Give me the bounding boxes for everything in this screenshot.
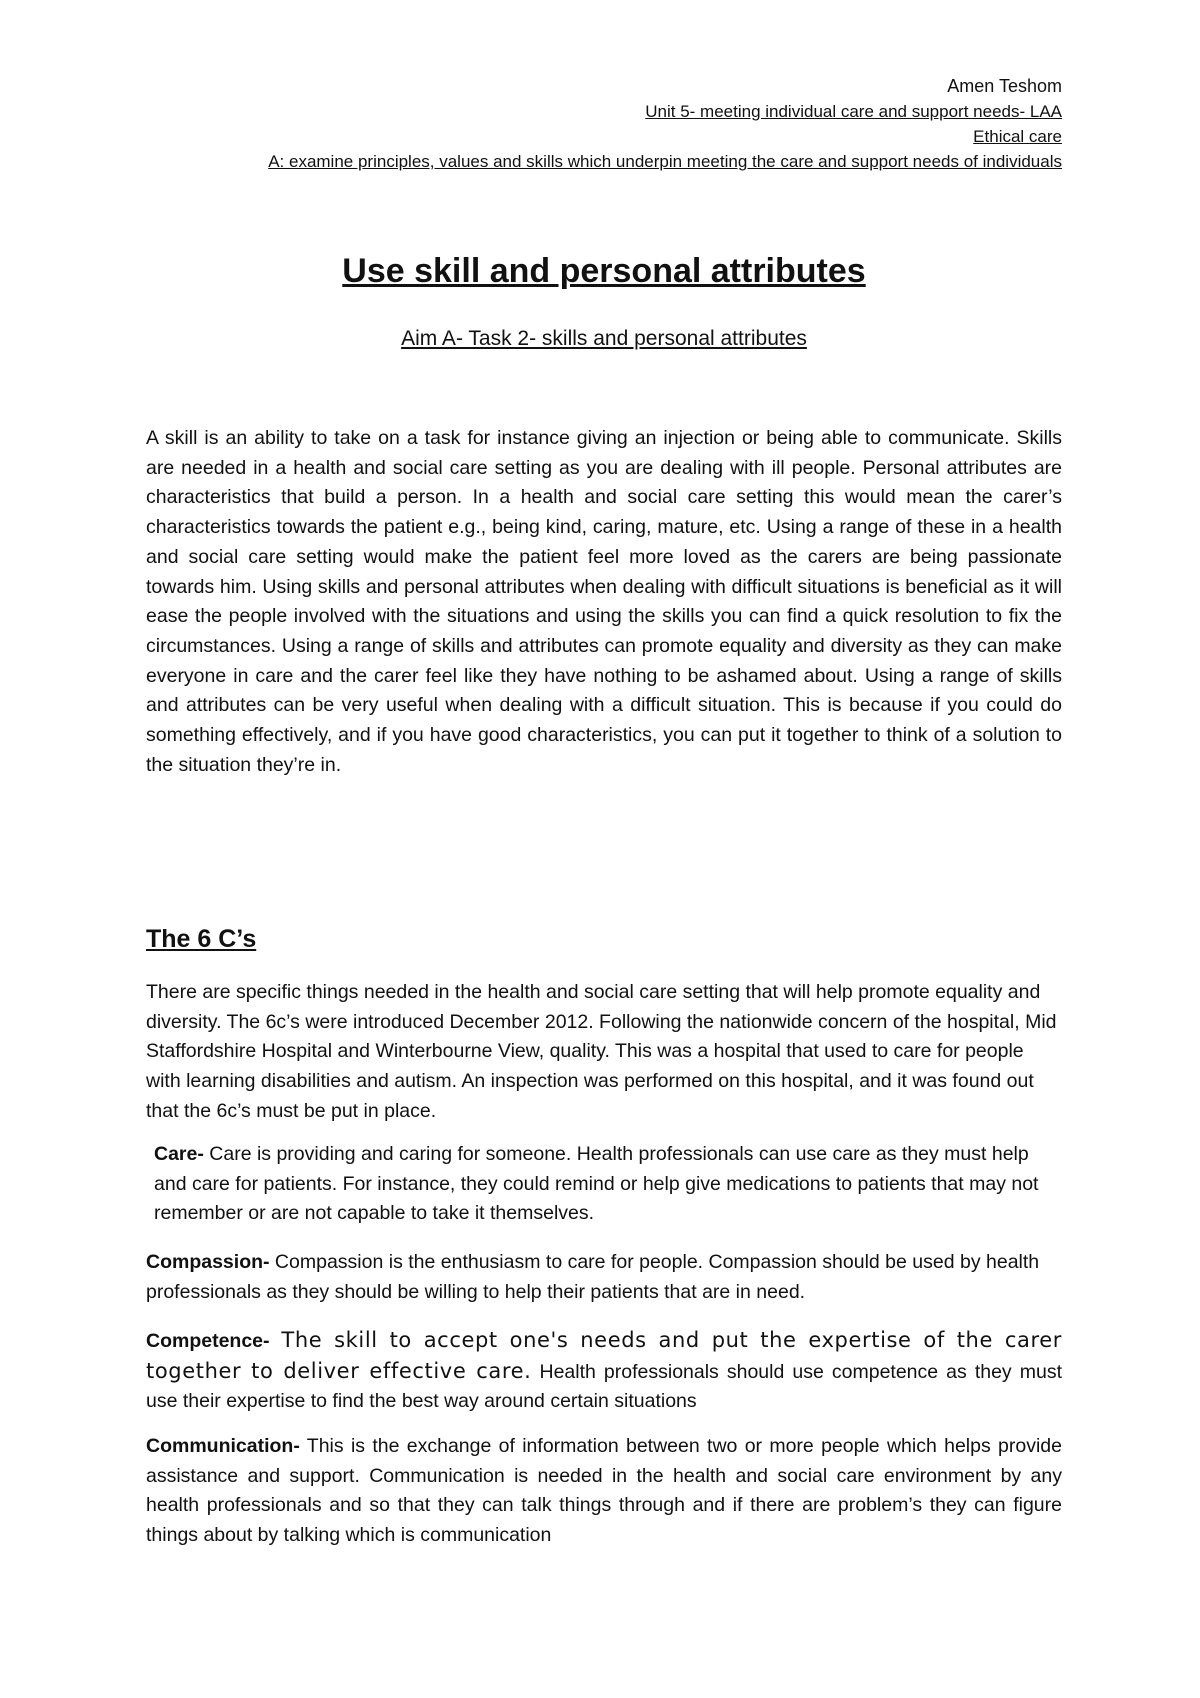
communication-paragraph: [146, 1432, 1062, 1551]
compassion-text: Compassion is the enthusiasm to care for people. Compassion should be used by health professionals as they should be willing to help their patients that are in need.: [146, 1251, 1040, 1303]
communication-term: Communication-: [146, 1435, 300, 1457]
competence-definition: The skill to accept one's needs and put the expertise of the carer together to deliver effective care.: [146, 1328, 1062, 1383]
page-subtitle: Aim A- Task 2- skills and personal attributes: [401, 327, 807, 350]
competence-paragraph: [146, 1326, 1062, 1417]
six-cs-heading: The 6 C’s: [146, 925, 257, 953]
page-title: Use skill and personal attributes: [342, 252, 866, 290]
care-paragraph: [146, 1140, 1062, 1229]
compassion-term: Compassion-: [146, 1251, 270, 1273]
competence-term: Competence-: [146, 1330, 270, 1352]
document-header: [146, 74, 1062, 174]
care-term: Care-: [154, 1143, 204, 1165]
care-text: Care is providing and caring for someone. Health professionals can use care as they must help and care for patients. For instance, they could remind or help give medications to patients that may not remember or are not capable to take it themselves.: [154, 1143, 1039, 1225]
compassion-paragraph: [146, 1248, 1062, 1307]
aim-title: A: examine principles, values and skills which underpin meeting the care and support needs of individuals: [268, 152, 1062, 171]
intro-paragraph: A skill is an ability to take on a task for instance giving an injection or being able to communicate. Skills are needed in a health and social care setting as you are dealing with ill people. Personal attributes are characteristics that build a person. In a health and social care setting this would mean the carer’s characteristics towards the patient e.g., being kind, caring, mature, etc. Using a range of these in a health and social care setting would make the patient feel more loved as the carers are being passionate towards him. Using skills and personal attributes when dealing with difficult situations is beneficial as it will ease the people involved with the situations and using the skills you can find a quick resolution to fix the circumstances. Using a range of skills and attributes can promote equality and diversity as they can make everyone in care and the carer feel like they have nothing to be ashamed about. Using a range of skills and attributes can be very useful when dealing with a difficult situation. This is because if you could do something effectively, and if you have good characteristics, you can put it together to think of a solution to the situation they’re in.: [146, 427, 1062, 776]
six-cs-intro-paragraph: There are specific things needed in the health and social care setting that will help promote equality and diversity. The 6c’s were introduced December 2012. Following the nationwide concern of the hospital, Mid Staffordshire Hospital and Winterbourne View, quality. This was a hospital that used to care for people with learning disabilities and autism. An inspection was performed on this hospital, and it was found out that the 6c’s must be put in place.: [146, 981, 1057, 1122]
author-name: Amen Teshom: [947, 76, 1062, 96]
competence-text: Health professionals should use competence as they must use their expertise to find the best way around certain situations: [146, 1360, 1062, 1413]
topic-title: Ethical care: [973, 127, 1062, 146]
communication-text: This is the exchange of information between two or more people which helps provide assistance and support. Communication is needed in the health and social care environment by any health professionals and so that they can talk things through and if there are problem’s they can figure things about by talking which is communication: [146, 1435, 1062, 1547]
unit-title: Unit 5- meeting individual care and support needs- LAA: [645, 102, 1062, 121]
